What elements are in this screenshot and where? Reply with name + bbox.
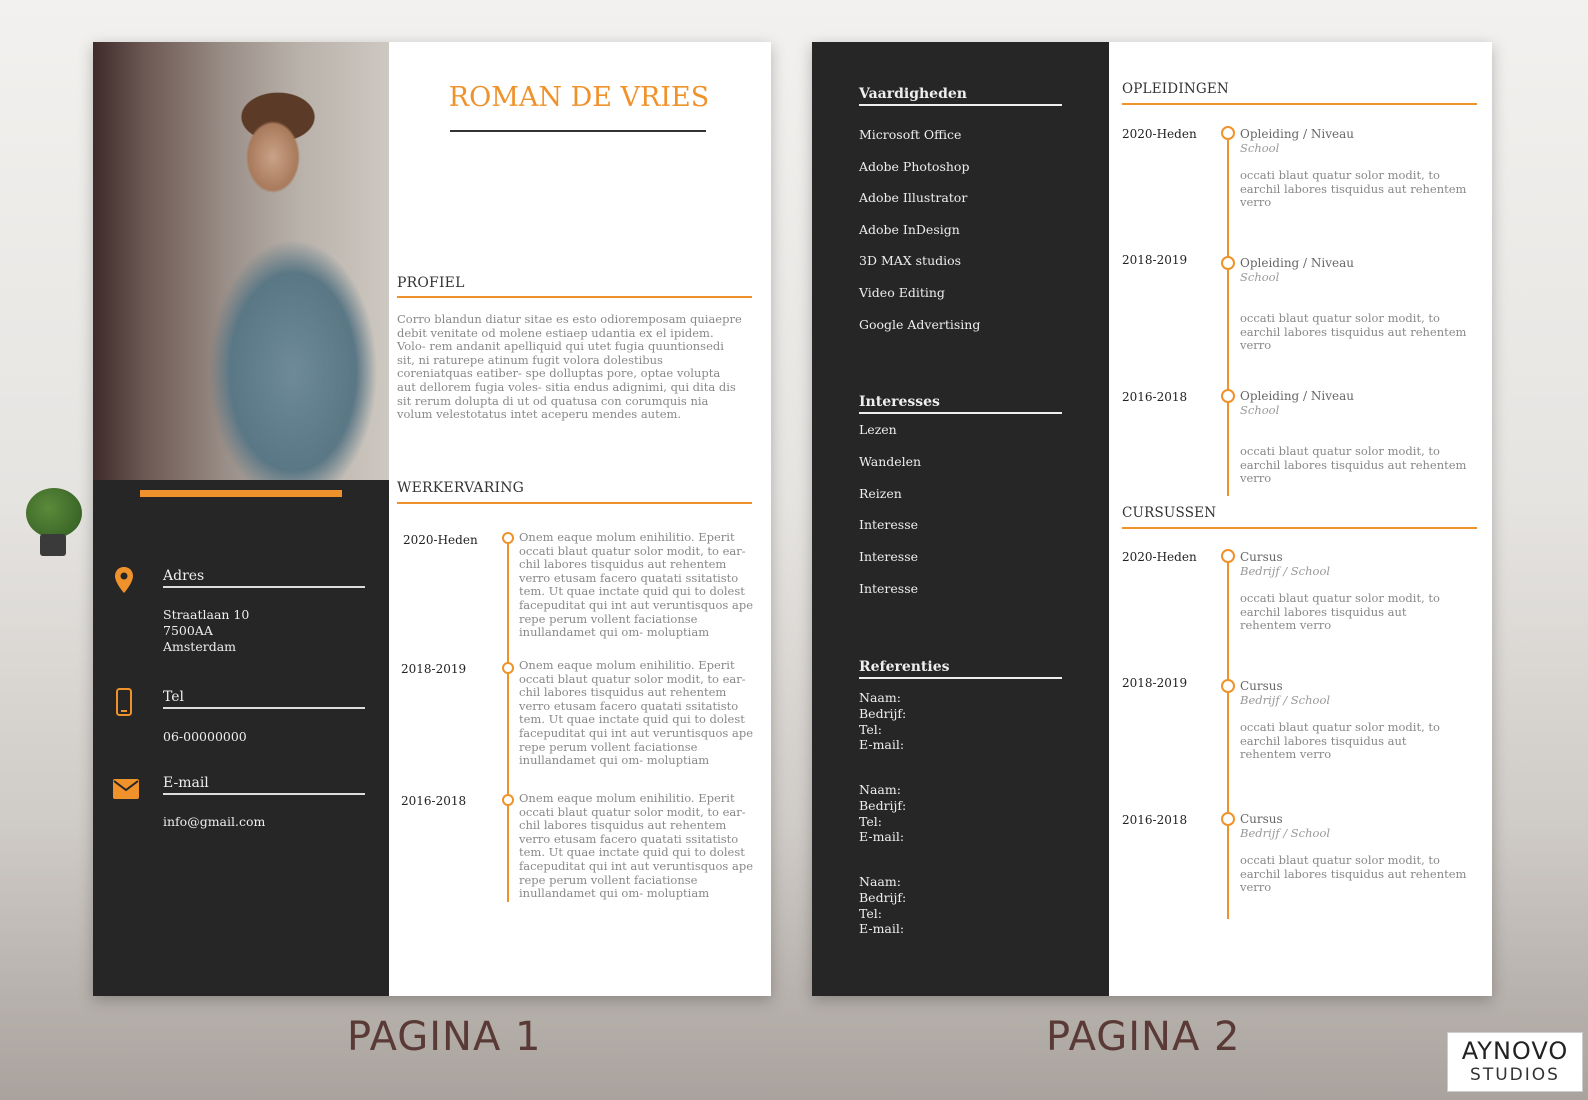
work-timeline xyxy=(507,542,509,902)
work-heading: WERKERVARING xyxy=(397,480,525,496)
work-date: 2018-2019 xyxy=(401,662,467,676)
education-heading: OPLEIDINGEN xyxy=(1122,81,1229,97)
interest-item: Lezen xyxy=(859,422,897,437)
skill-item: Microsoft Office xyxy=(859,127,962,142)
resume-page-2 xyxy=(812,42,1492,996)
education-text: occati blaut quatur solor modit, to earchil labores tisquidus aut rehentem verro xyxy=(1240,168,1467,210)
reference-field: Naam: xyxy=(859,874,901,889)
course-date: 2020-Heden xyxy=(1122,550,1197,564)
interest-item: Interesse xyxy=(859,517,919,532)
interest-item: Wandelen xyxy=(859,454,922,469)
education-timeline xyxy=(1227,140,1229,496)
work-text: Onem eaque molum enihilitio. Eperit occati blaut quatur solor modit, to ear- chil labores tisquidus aut rehentem verro etusam facero quatati ssitatisto tem. Ut quae inctate quid qui to dolest facepuditat qui int aut veruntisquos ape repe perum vollent faciationse inullandamet qui om- moluptiam xyxy=(519,658,754,768)
email-underline xyxy=(163,793,365,795)
reference-field: Naam: xyxy=(859,690,901,705)
brand-logo xyxy=(1447,1032,1583,1092)
skill-item: Adobe Photoshop xyxy=(859,159,970,174)
education-school: School xyxy=(1240,403,1280,417)
timeline-dot xyxy=(1221,389,1235,403)
course-text: occati blaut quatur solor modit, to earchil labores tisquidus aut rehentem verro xyxy=(1240,720,1440,762)
location-icon xyxy=(113,566,135,598)
timeline-dot xyxy=(1221,679,1235,693)
profile-photo xyxy=(93,42,389,480)
address-underline xyxy=(163,586,365,588)
email-value: info@gmail.com xyxy=(163,814,266,829)
skills-rule xyxy=(859,104,1062,106)
timeline-dot xyxy=(1221,812,1235,826)
page-1-caption: PAGINA 1 xyxy=(347,1014,542,1060)
timeline-dot xyxy=(502,662,514,674)
profile-text: Corro blandun diatur sitae es esto odioremposam quiaepre debit venitate od molene estiaep udantia ex el ipidem. Volo- rem andanit apelliquid qui utet fugia quuntionsedi sit, ni raturepe atinum fugit volora dolestibus coreniatquas eatiber- spe dolluptas pore, optae volupta aut dellorem fugia voles- sitia endus adignimi, qui dita dis sit rerum dolupta di ut od quatusa con corumquis nia volum velestotatus intet aceperu mendes autem. xyxy=(397,312,742,422)
reference-field: E-mail: xyxy=(859,921,905,936)
timeline-dot xyxy=(1221,126,1235,140)
timeline-dot xyxy=(1221,256,1235,270)
courses-timeline xyxy=(1227,562,1229,919)
references-rule xyxy=(859,677,1062,679)
interest-item: Reizen xyxy=(859,486,902,501)
tel-label: Tel xyxy=(163,689,185,705)
interest-item: Interesse xyxy=(859,581,919,596)
timeline-dot xyxy=(502,794,514,806)
education-title: Opleiding / Niveau xyxy=(1240,127,1354,141)
education-title: Opleiding / Niveau xyxy=(1240,389,1354,403)
interest-item: Interesse xyxy=(859,549,919,564)
profile-rule xyxy=(397,296,752,298)
profile-heading: PROFIEL xyxy=(397,275,465,291)
education-text: occati blaut quatur solor modit, to earchil labores tisquidus aut rehentem verro xyxy=(1240,444,1467,486)
photo-accent-bar xyxy=(140,490,342,497)
envelope-icon xyxy=(113,779,139,803)
reference-field: Bedrijf: xyxy=(859,890,907,905)
reference-field: Tel: xyxy=(859,906,882,921)
tel-value: 06-00000000 xyxy=(163,729,247,744)
reference-field: Naam: xyxy=(859,782,901,797)
work-text: Onem eaque molum enihilitio. Eperit occati blaut quatur solor modit, to ear- chil labores tisquidus aut rehentem verro etusam facero quatati ssitatisto tem. Ut quae inctate quid qui to dolest facepuditat qui int aut veruntisquos ape repe perum vollent faciationse inullandamet qui om- moluptiam xyxy=(519,530,754,640)
tel-underline xyxy=(163,707,365,709)
reference-field: E-mail: xyxy=(859,829,905,844)
education-date: 2016-2018 xyxy=(1122,390,1188,404)
reference-field: Tel: xyxy=(859,722,882,737)
education-rule xyxy=(1122,103,1477,105)
skill-item: Google Advertising xyxy=(859,317,981,332)
course-title: Cursus xyxy=(1240,679,1283,693)
address-line: Straatlaan 10 xyxy=(163,607,250,622)
brand-line-2: STUDIOS xyxy=(1470,1065,1560,1085)
course-title: Cursus xyxy=(1240,812,1283,826)
address-label: Adres xyxy=(163,568,205,584)
name-underline xyxy=(450,130,706,132)
education-school: School xyxy=(1240,141,1280,155)
address-line: 7500AA xyxy=(163,623,213,638)
brand-line-1: AYNOVO xyxy=(1461,1037,1569,1065)
work-date: 2020-Heden xyxy=(403,533,478,547)
timeline-dot xyxy=(1221,549,1235,563)
email-label: E-mail xyxy=(163,775,209,791)
interests-heading: Interesses xyxy=(859,394,940,410)
resume-page-1 xyxy=(93,42,771,996)
phone-icon xyxy=(116,688,132,720)
skill-item: Adobe InDesign xyxy=(859,222,960,237)
course-date: 2018-2019 xyxy=(1122,676,1188,690)
timeline-dot xyxy=(502,532,514,544)
education-date: 2020-Heden xyxy=(1122,127,1197,141)
interests-rule xyxy=(859,412,1062,414)
address-line: Amsterdam xyxy=(163,639,236,654)
courses-rule xyxy=(1122,527,1477,529)
work-date: 2016-2018 xyxy=(401,794,467,808)
resume-name: ROMAN DE VRIES xyxy=(448,82,710,113)
courses-heading: CURSUSSEN xyxy=(1122,505,1217,521)
course-school: Bedrijf / School xyxy=(1240,564,1331,578)
skill-item: Adobe Illustrator xyxy=(859,190,968,205)
course-date: 2016-2018 xyxy=(1122,813,1188,827)
references-heading: Referenties xyxy=(859,659,950,675)
reference-field: Bedrijf: xyxy=(859,798,907,813)
course-text: occati blaut quatur solor modit, to earchil labores tisquidus aut rehentem verro xyxy=(1240,591,1440,633)
course-text: occati blaut quatur solor modit, to earchil labores tisquidus aut rehentem verro xyxy=(1240,853,1467,895)
reference-field: E-mail: xyxy=(859,737,905,752)
education-text: occati blaut quatur solor modit, to earchil labores tisquidus aut rehentem verro xyxy=(1240,311,1467,353)
course-school: Bedrijf / School xyxy=(1240,693,1331,707)
skill-item: Video Editing xyxy=(859,285,945,300)
plant-decoration xyxy=(18,488,88,568)
work-text: Onem eaque molum enihilitio. Eperit occati blaut quatur solor modit, to ear- chil labores tisquidus aut rehentem verro etusam facero quatati ssitatisto tem. Ut quae inctate quid qui to dolest facepuditat qui int aut veruntisquos ape repe perum vollent faciationse inullandamet qui om- moluptiam xyxy=(519,791,754,901)
reference-field: Bedrijf: xyxy=(859,706,907,721)
education-title: Opleiding / Niveau xyxy=(1240,256,1354,270)
reference-field: Tel: xyxy=(859,814,882,829)
education-date: 2018-2019 xyxy=(1122,253,1188,267)
skills-heading: Vaardigheden xyxy=(859,86,967,102)
work-rule xyxy=(397,502,752,504)
page-2-caption: PAGINA 2 xyxy=(1046,1014,1241,1060)
education-school: School xyxy=(1240,270,1280,284)
skill-item: 3D MAX studios xyxy=(859,253,962,268)
sidebar-dark xyxy=(812,42,1109,996)
course-title: Cursus xyxy=(1240,550,1283,564)
course-school: Bedrijf / School xyxy=(1240,826,1331,840)
